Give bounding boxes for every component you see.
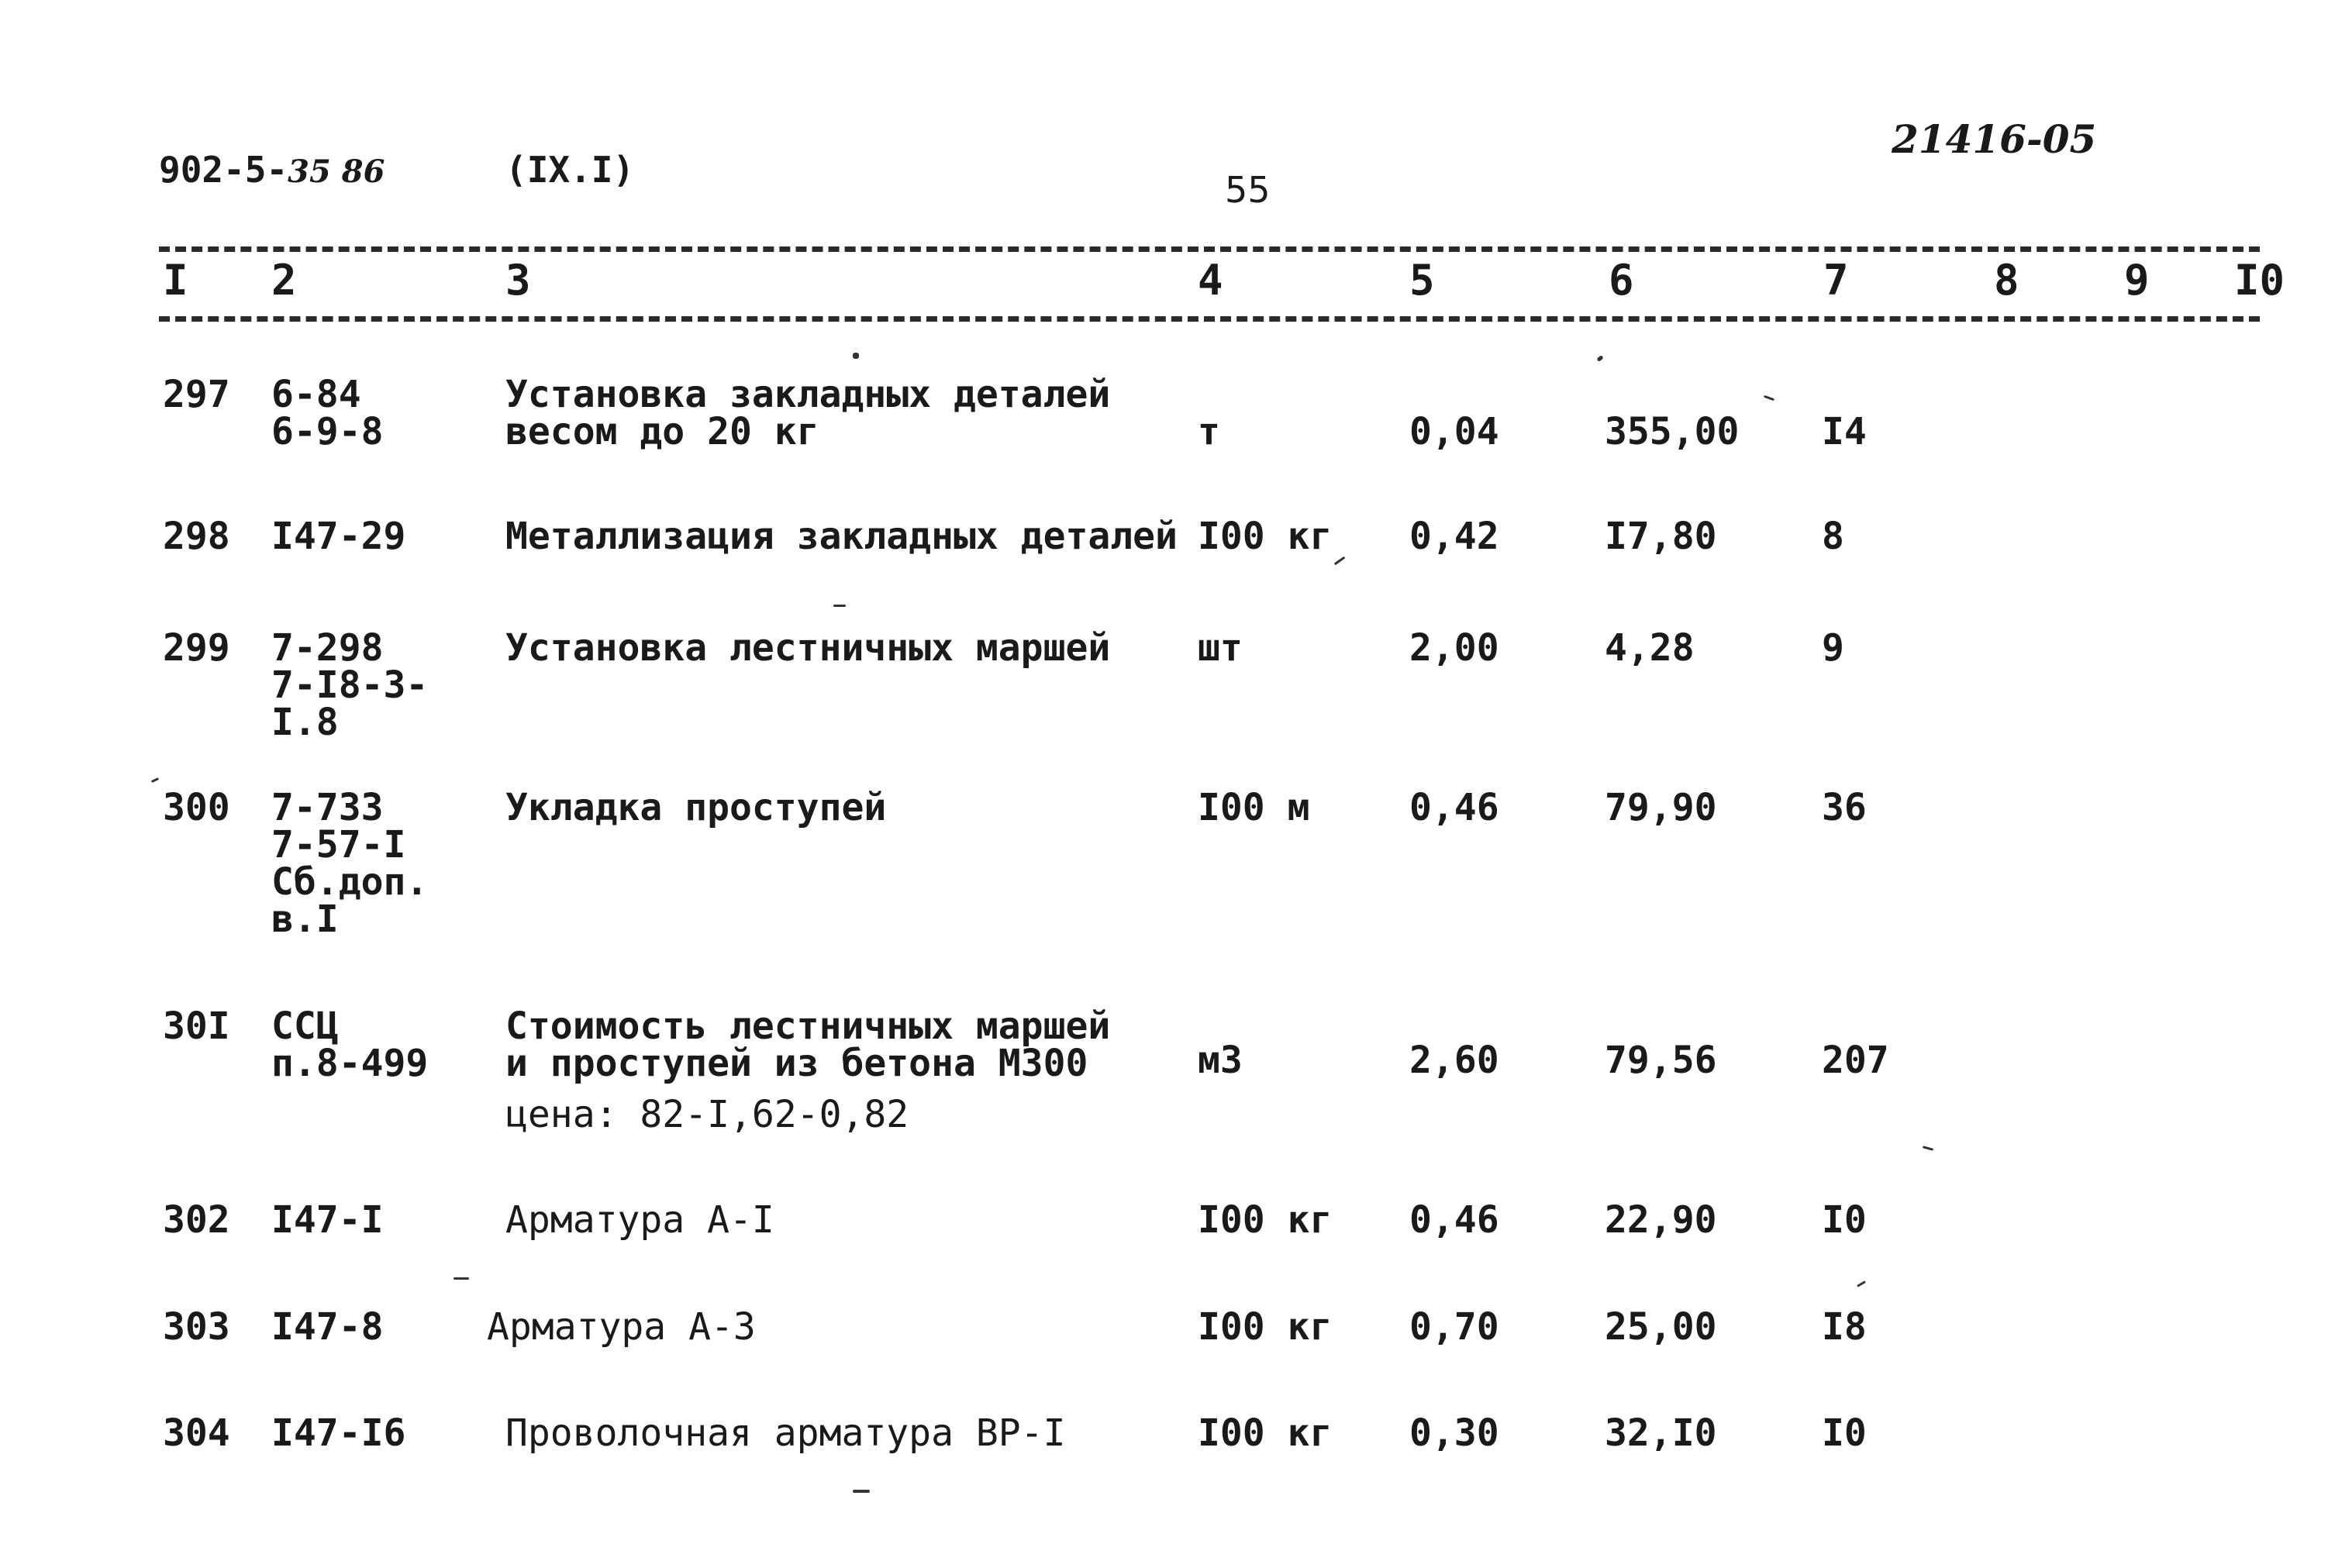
document-code-handwritten: 35 86: [288, 153, 385, 190]
unit: I00 кг: [1198, 1198, 1333, 1242]
work-description: Арматура А-3: [487, 1305, 756, 1349]
scan-speck: [1596, 355, 1603, 362]
quantity: 0,46: [1409, 1198, 1499, 1242]
norm-code-line: 6-84: [271, 373, 361, 416]
quantity: 0,70: [1409, 1305, 1499, 1349]
norm-code: I47-29: [271, 515, 406, 558]
norm-code: I47-I6: [271, 1411, 406, 1455]
unit-price: 32,I0: [1605, 1411, 1717, 1455]
column-head-5: 5: [1409, 256, 1435, 305]
work-description: Укладка проступей: [505, 786, 887, 829]
description-line: Установка закладных деталей: [505, 373, 1111, 416]
total-cost: 9: [1822, 626, 1844, 670]
unit: I00 кг: [1198, 515, 1333, 558]
unit-price: 22,90: [1605, 1198, 1717, 1242]
quantity: 2,00: [1409, 626, 1499, 670]
norm-code-line: I.8: [271, 701, 339, 744]
row-number: 30I: [163, 1005, 230, 1048]
norm-code: [271, 626, 429, 744]
norm-code: [271, 373, 384, 453]
column-head-1: I: [163, 256, 188, 305]
norm-code-line: ССЦ: [271, 1005, 339, 1048]
work-description: Металлизация закладных деталей: [505, 515, 1178, 558]
total-cost: I8: [1822, 1305, 1867, 1349]
unit-price: 79,56: [1605, 1039, 1717, 1082]
total-cost: I4: [1822, 410, 1867, 453]
work-description: [505, 1005, 1111, 1085]
row-number: 304: [163, 1411, 230, 1455]
norm-code-line: п.8-499: [271, 1042, 429, 1085]
column-head-8: 8: [1994, 256, 2019, 305]
row-number: 300: [163, 786, 230, 829]
row-number: 303: [163, 1305, 230, 1349]
header-bottom-rule: [159, 316, 2260, 322]
work-description: [505, 373, 1111, 453]
norm-code: [271, 1005, 429, 1085]
column-head-3: 3: [505, 256, 531, 305]
scan-speck: [151, 777, 159, 783]
total-cost: I0: [1822, 1411, 1867, 1455]
scan-speck: [833, 605, 846, 607]
total-cost: 36: [1822, 786, 1867, 829]
total-cost: 207: [1822, 1039, 1889, 1082]
scan-speck: [1764, 395, 1774, 401]
norm-code-line: 7-57-I: [271, 823, 406, 867]
norm-code: I47-I: [271, 1198, 384, 1242]
work-description: Проволочная арматура ВР-I: [505, 1411, 1066, 1455]
quantity: 0,30: [1409, 1411, 1499, 1455]
total-cost: I0: [1822, 1198, 1867, 1242]
unit: м3: [1198, 1039, 1243, 1082]
total-cost: 8: [1822, 515, 1844, 558]
unit: I00 кг: [1198, 1305, 1333, 1349]
quantity: 0,46: [1409, 786, 1499, 829]
scan-speck: [1857, 1280, 1866, 1287]
unit-price: 25,00: [1605, 1305, 1717, 1349]
unit: шт: [1198, 626, 1243, 670]
description-line: весом до 20 кг: [505, 410, 819, 453]
quantity: 2,60: [1409, 1039, 1499, 1082]
row-number: 299: [163, 626, 230, 670]
page-number: 55: [1225, 169, 1271, 211]
unit-price: I7,80: [1605, 515, 1717, 558]
column-head-7: 7: [1823, 256, 1849, 305]
work-description: Арматура А-I: [505, 1198, 774, 1242]
section-label: (IX.I): [505, 149, 635, 191]
norm-code-line: 7-I8-3-: [271, 663, 429, 707]
column-head-4: 4: [1198, 256, 1223, 305]
handwritten-stamp: 21416-05: [1892, 116, 2097, 162]
unit-price: 355,00: [1605, 410, 1740, 453]
row-number: 297: [163, 373, 230, 416]
column-head-10: I0: [2234, 256, 2285, 305]
unit-price: 4,28: [1605, 626, 1695, 670]
price-formula: цена: 82-I,62-0,82: [505, 1093, 909, 1136]
column-head-9: 9: [2124, 256, 2150, 305]
quantity: 0,42: [1409, 515, 1499, 558]
scan-speck: [853, 353, 859, 359]
norm-code: [271, 786, 429, 941]
description-line: и проступей из бетона М300: [505, 1042, 1088, 1085]
work-description: Установка лестничных маршей: [505, 626, 1111, 670]
scan-speck: [853, 1490, 870, 1493]
unit: I00 м: [1198, 786, 1310, 829]
unit-price: 79,90: [1605, 786, 1717, 829]
quantity: 0,04: [1409, 410, 1499, 453]
row-number: 298: [163, 515, 230, 558]
norm-code-line: 6-9-8: [271, 410, 384, 453]
scan-speck: [1923, 1146, 1933, 1151]
row-number: 302: [163, 1198, 230, 1242]
header-top-rule: [159, 246, 2260, 252]
norm-code-line: Сб.доп.: [271, 860, 429, 904]
norm-code-line: 7-298: [271, 626, 384, 670]
description-line: Стоимость лестничных маршей: [505, 1005, 1111, 1048]
scan-speck: [454, 1277, 469, 1280]
column-head-6: 6: [1609, 256, 1634, 305]
norm-code-line: 7-733: [271, 786, 384, 829]
norm-code: I47-8: [271, 1305, 384, 1349]
document-code: [159, 149, 385, 191]
norm-code-line: в.I: [271, 898, 339, 941]
unit: I00 кг: [1198, 1411, 1333, 1455]
document-code-typed: 902-5-: [159, 149, 288, 191]
column-head-2: 2: [271, 256, 297, 305]
scan-speck: [1334, 557, 1346, 566]
unit: т: [1198, 410, 1220, 453]
